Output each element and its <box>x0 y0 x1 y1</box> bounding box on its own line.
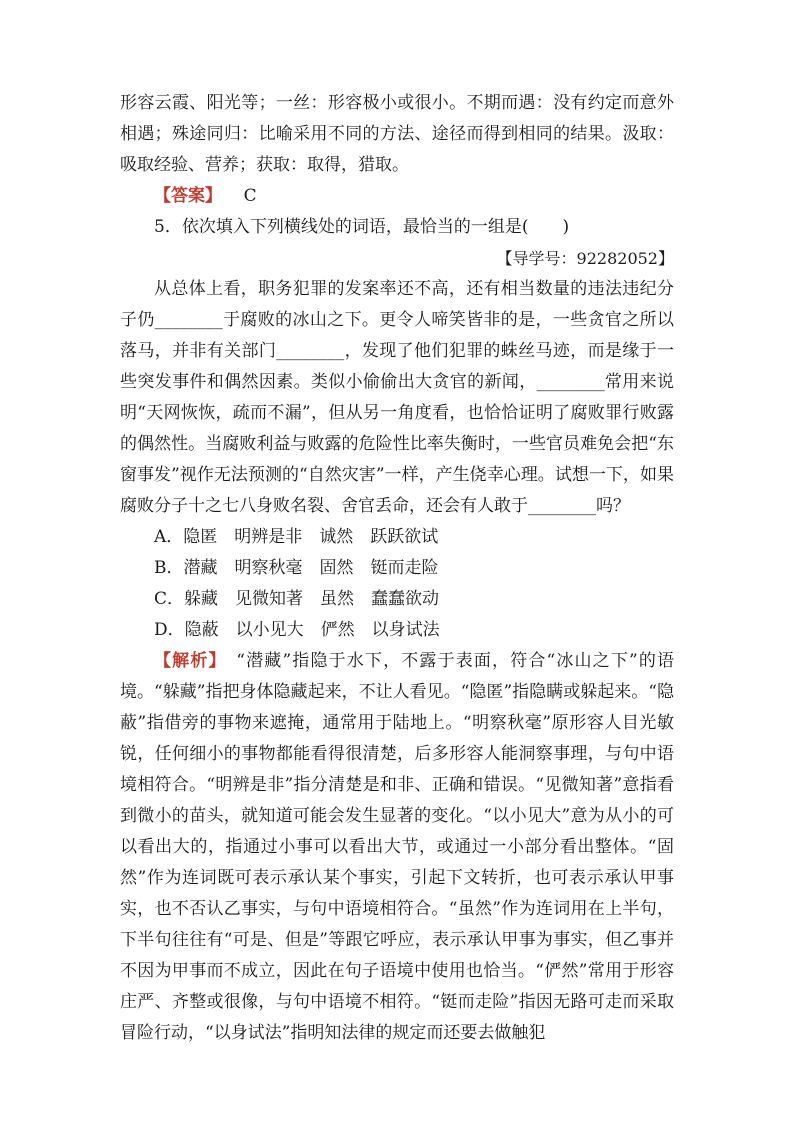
question-prompt: 5．依次填入下列横线处的词语，最恰当的一组是( ) <box>154 217 570 237</box>
analysis-paragraph <box>120 646 674 1049</box>
option-b: B．潜藏 明察秋毫 固然 铤而走险 <box>154 558 439 578</box>
guide-number: 【导学号：92282052】 <box>496 249 674 268</box>
document-page <box>120 88 674 1049</box>
answer-tag: 【答案】 <box>154 186 222 206</box>
option-c: C．躲藏 见微知著 虽然 蠢蠢欲动 <box>154 589 440 609</box>
analysis-text: “潜藏”指隐于水下，不露于表面，符合“冰山之下”的语境。“躲藏”指把身体隐藏起来，不让人看见。“隐匿”指隐瞒或躲起来。“隐蔽”指借旁的事物来遮掩，通常用于陆地上。“明察秋毫”原形容人目光敏锐，任何细小的事物都能看得很清楚，后多形容人能洞察事理，与句中语境相符合。“明辨是非”指分清楚是和非、正确和错误。“见微知著”意指看到微小的苗头，就知道可能会发生显著的变化。“以小见大”意为从小的可以看出大的，指通过小事可以看出大节，或通过一小部分看出整体。“固然”作为连词既可表示承认某个事实，引起下文转折，也可表示承认甲事实，也不否认乙事实，与句中语境相符合。“虽然”作为连词用在上半句，下半句往往有“可是、但是”等跟它呼应，表示承认甲事为事实，但乙事并不因为甲事而不成立，因此在句子语境中使用也恰当。“俨然”常用于形容庄严、齐整或很像，与句中语境不相符。“铤而走险”指因无路可走而采取冒险行动，“以身试法”指明知法律的规定而还要去做触犯 <box>120 651 675 1043</box>
answer-line <box>120 181 674 212</box>
option-a: A．隐匿 明辨是非 诚然 跃跃欲试 <box>154 527 439 547</box>
option-d: D．隐蔽 以小见大 俨然 以身试法 <box>154 620 440 640</box>
answer-value: C <box>243 186 257 206</box>
analysis-tag: 【解析】 <box>154 651 219 671</box>
previous-explanation-paragraph: 形容云霞、阳光等；一丝：形容极小或很小。不期而遇：没有约定而意外相遇；殊途同归：比喻采用不同的方法、途径而得到相同的结果。汲取：吸取经验、营养；获取：取得，猎取。 <box>120 93 674 175</box>
answer-spacer <box>227 186 238 206</box>
question-passage: 从总体上看，职务犯罪的发案率还不高，还有相当数量的违法违纪分子仍________于腐败的冰山之下。更令人啼笑皆非的是，一些贪官之所以落马，并非有关部门________，发现了他们犯罪的蛛丝马迹，而是缘于一些突发事件和偶然因素。类似小偷偷出大贪官的新闻，________常用来说明“天网恢恢，疏而不漏”，但从另一角度看，也恰恰证明了腐败罪行败露的偶然性。当腐败利益与败露的危险性比率失衡时，一些官员难免会把“东窗事发”视作无法预测的“自然灾害”一样，产生侥幸心理。试想一下，如果腐败分子十之七八身败名裂、舍官丢命，还会有人敢于________吗？ <box>120 279 674 516</box>
